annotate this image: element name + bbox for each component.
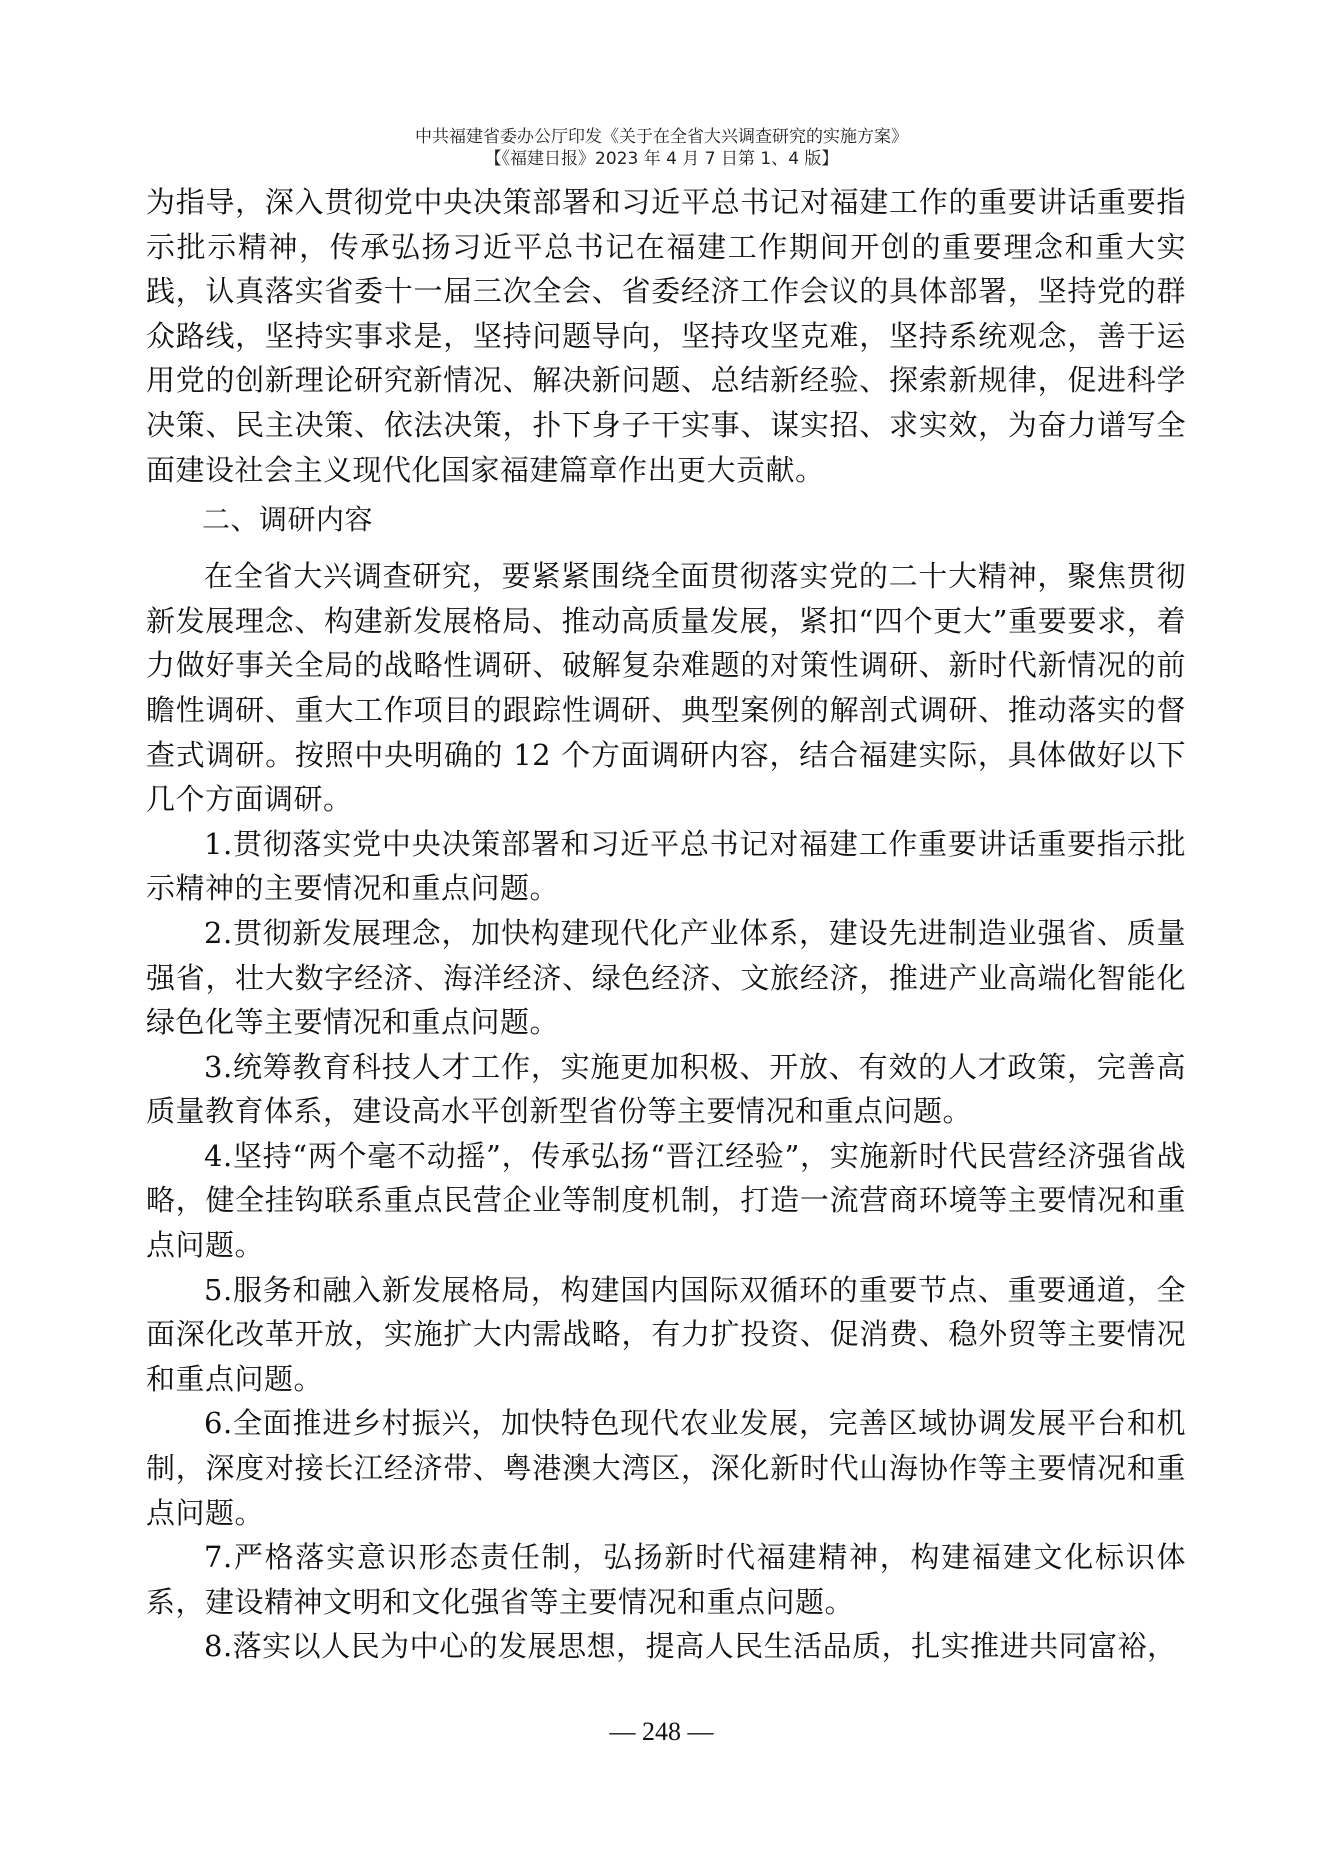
list-item: 3.统筹教育科技人才工作，实施更加积极、开放、有效的人才政策，完善高质量教育体系，建设高水平创新型省份等主要情况和重点问题。 (146, 1049, 1186, 1129)
list-item: 1.贯彻落实党中央决策部署和习近平总书记对福建工作重要讲话重要指示批示精神的主要情况和重点问题。 (146, 826, 1186, 906)
list-item: 8.落实以人民为中心的发展思想，提高人民生活品质，扎实推进共同富裕， (204, 1629, 1177, 1664)
header-title: 中共福建省委办公厅印发《关于在全省大兴调查研究的实施方案》 (415, 127, 908, 147)
header-source: 【《福建日报》2023 年 4 月 7 日第 1、4 版】 (484, 149, 839, 169)
paragraph-intro: 在全省大兴调查研究，要紧紧围绕全面贯彻落实党的二十大精神，聚焦贯彻新发展理念、构建新发展格局、推动高质量发展，紧扣“四个更大”重要要求，着力做好事关全局的战略性调研、破解复杂难题的对策性调研、新时代新情况的前瞻性调研、重大工作项目的跟踪性调研、典型案例的解剖式调研、推动落实的督查式调研。按照中央明确的 12 个方面调研内容，结合福建实际，具体做好以下几个方面调研。 (146, 559, 1186, 817)
page-number: — 248 — (609, 1717, 714, 1746)
list-item: 7.严格落实意识形态责任制，弘扬新时代福建精神，构建福建文化标识体系，建设精神文明和文化强省等主要情况和重点问题。 (146, 1540, 1186, 1619)
list-item: 6.全面推进乡村振兴，加快特色现代农业发展，完善区域协调发展平台和机制，深度对接长江经济带、粤港澳大湾区，深化新时代山海协作等主要情况和重点问题。 (146, 1406, 1186, 1530)
list-item: 5.服务和融入新发展格局，构建国内国际双循环的重要节点、重要通道，全面深化改革开放，实施扩大内需战略，有力扩投资、促消费、稳外贸等主要情况和重点问题。 (146, 1272, 1186, 1396)
paragraph-continuation: 为指导，深入贯彻党中央决策部署和习近平总书记对福建工作的重要讲话重要指示批示精神，传承弘扬习近平总书记在福建工作期间开创的重要理念和重大实践，认真落实省委十一届三次全会、省委经济工作会议的具体部署，坚持党的群众路线，坚持实事求是，坚持问题导向，坚持攻坚克难，坚持系统观念，善于运用党的创新理论研究新情况、解决新问题、总结新经验、探索新规律，促进科学决策、民主决策、依法决策，扑下身子干实事、谋实招、求实效，为奋力谱写全面建设社会主义现代化国家福建篇章作出更大贡献。 (146, 185, 1186, 487)
list-item: 4.坚持“两个毫不动摇”，传承弘扬“晋江经验”，实施新时代民营经济强省战略，健全挂钩联系重点民营企业等制度机制，打造一流营商环境等主要情况和重点问题。 (146, 1138, 1186, 1263)
section-heading: 二、调研内容 (202, 503, 374, 537)
running-header (0, 126, 1323, 170)
list-item: 2.贯彻新发展理念，加快构建现代化产业体系，建设先进制造业强省、质量强省，壮大数字经济、海洋经济、绿色经济、文旅经济，推进产业高端化智能化绿色化等主要情况和重点问题。 (146, 915, 1186, 1040)
document-body (146, 180, 1186, 1669)
